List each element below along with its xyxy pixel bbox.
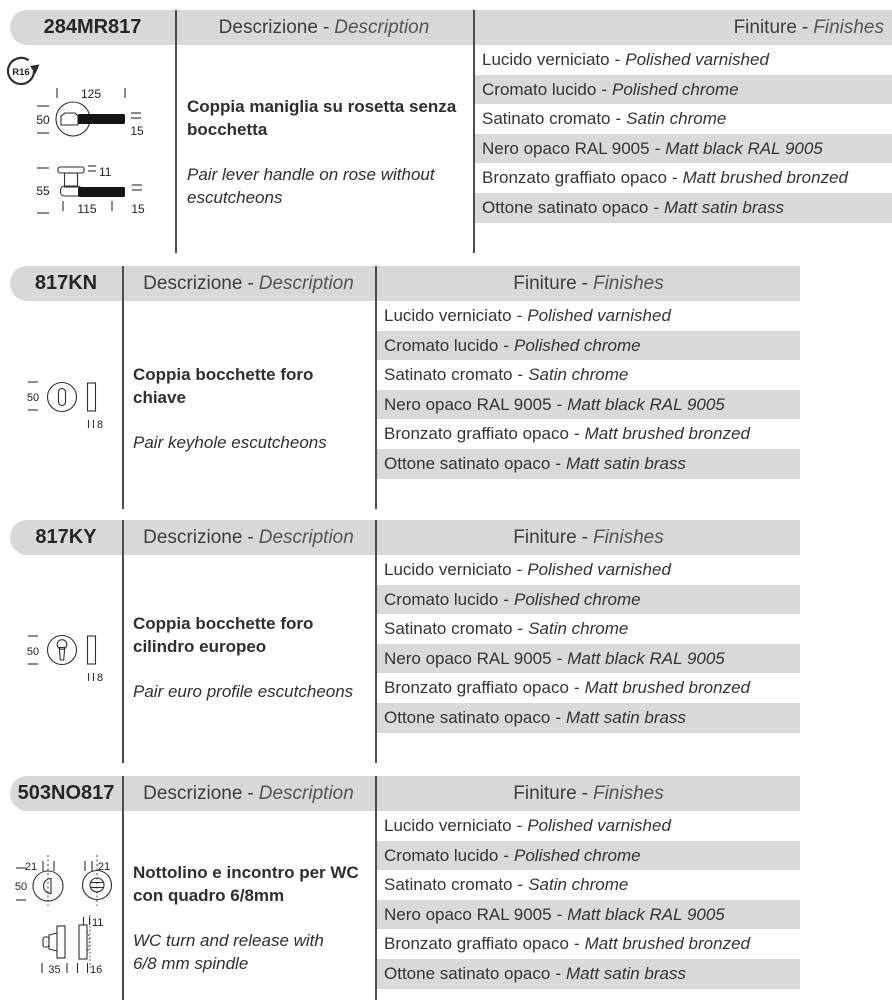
- dim-label: 50: [26, 646, 40, 658]
- dim-label: 21: [24, 861, 38, 873]
- product-description: Coppia maniglia su rosetta senza bocchetta Pair lever handle on rose without escutcheons: [187, 97, 457, 207]
- product-description: Coppia bocchette foro cilindro europeo Pair euro profile escutcheons: [133, 614, 354, 701]
- dim-label: 11: [99, 165, 112, 179]
- finish-row: Lucido verniciato - Polished varnished: [384, 560, 671, 579]
- arrowhead-icon: [30, 65, 40, 75]
- column-divider: [175, 10, 177, 253]
- column-divider: [122, 266, 124, 509]
- keyhole-escutcheon-drawing-icon: [2, 366, 117, 436]
- finishes-list: [377, 301, 800, 479]
- rose-outline: [48, 383, 77, 412]
- section-503NO817: [0, 776, 892, 1000]
- product-description: Nottolino e incontro per WC con quadro 6/8mm WC turn and release with 6/8 mm spindle: [133, 863, 359, 973]
- section-817KN: [0, 266, 892, 516]
- finishes-list: [377, 555, 800, 733]
- finishes-header: Finiture - Finishes: [513, 527, 664, 548]
- handle-neck: [61, 113, 78, 125]
- dim-label: 8: [97, 672, 104, 684]
- dim-label: 50: [14, 881, 28, 893]
- release-slot-circle: [90, 878, 104, 892]
- lever-bar-side: [78, 187, 125, 197]
- finishes-list: [377, 811, 800, 989]
- finish-row: Cromato lucido - Polished chrome: [377, 585, 800, 615]
- side-profile: [88, 636, 96, 664]
- rose-side: [58, 167, 84, 173]
- product-code: 817KY: [35, 526, 97, 548]
- finish-row: Lucido verniciato - Polished varnished: [384, 306, 671, 325]
- dim-label: 16: [90, 964, 103, 976]
- finish-row: Nero opaco RAL 9005 - Matt black RAL 9005: [377, 644, 800, 674]
- finish-row: Nero opaco RAL 9005 - Matt black RAL 9005: [475, 134, 892, 164]
- finishes-header: Finiture - Finishes: [513, 783, 664, 804]
- finish-row: Satinato cromato - Satin chrome: [384, 875, 629, 895]
- finish-row: Cromato lucido - Polished chrome: [475, 75, 892, 105]
- finish-row: Cromato lucido - Polished chrome: [377, 331, 800, 361]
- finish-row: Satinato cromato - Satin chrome: [482, 109, 727, 129]
- lever-handle-drawing-icon: [2, 55, 164, 230]
- dim-label: R16: [12, 67, 30, 78]
- section-284MR817: [0, 10, 892, 265]
- side-profile: [88, 383, 96, 411]
- turn-side-knob: [43, 937, 49, 947]
- dim-label: 8: [97, 419, 104, 431]
- dim-label: 50: [26, 392, 40, 404]
- dim-label: 50: [36, 113, 50, 127]
- dim-label: 35: [48, 964, 61, 976]
- finish-row: Satinato cromato - Satin chrome: [384, 619, 629, 639]
- finish-row: Ottone satinato opaco - Matt satin brass: [377, 449, 800, 479]
- neck-side: [65, 173, 78, 187]
- finish-row: Bronzato graffiato opaco - Matt brushed bronzed: [384, 934, 750, 954]
- product-description: Coppia bocchette foro chiave Pair keyhole escutcheons: [133, 365, 327, 452]
- turn-knob: [44, 879, 51, 894]
- finish-row: Nero opaco RAL 9005 - Matt black RAL 9005: [377, 900, 800, 930]
- finishes-list: [475, 45, 892, 223]
- dim-label: 15: [131, 202, 145, 216]
- description-header: Descrizione - Description: [218, 17, 430, 38]
- finish-row: Satinato cromato - Satin chrome: [384, 365, 629, 385]
- dim-label: 11: [92, 917, 104, 929]
- keyhole: [59, 389, 66, 406]
- finish-row: Bronzato graffiato opaco - Matt brushed bronzed: [384, 424, 750, 444]
- finish-row: Bronzato graffiato opaco - Matt brushed bronzed: [482, 168, 848, 188]
- turn-side-neck: [49, 933, 57, 951]
- dim-label: 15: [130, 124, 144, 138]
- finish-row: Cromato lucido - Polished chrome: [377, 841, 800, 871]
- release-side-plate: [79, 925, 87, 959]
- finish-row: Nero opaco RAL 9005 - Matt black RAL 9005: [377, 390, 800, 420]
- turn-side-plate: [57, 926, 65, 958]
- product-code: 503NO817: [17, 782, 115, 804]
- lever-bar: [78, 114, 125, 124]
- product-code: 817KN: [34, 272, 98, 294]
- finish-row: Lucido verniciato - Polished varnished: [384, 816, 671, 835]
- description-header: Descrizione - Description: [143, 783, 354, 804]
- section-817KY: [0, 520, 892, 770]
- description-header: Descrizione - Description: [143, 527, 354, 548]
- dim-label: 115: [77, 202, 97, 216]
- wc-turn-release-drawing-icon: [2, 851, 132, 986]
- column-divider: [122, 520, 124, 763]
- dim-label: 21: [97, 861, 111, 873]
- finish-row: Ottone satinato opaco - Matt satin brass: [377, 703, 800, 733]
- product-code: 284MR817: [43, 16, 142, 38]
- finishes-header: Finiture - Finishes: [733, 17, 884, 38]
- dim-label: 125: [80, 87, 102, 101]
- finishes-header: Finiture - Finishes: [513, 273, 664, 294]
- dim-label: 55: [36, 184, 50, 198]
- euro-profile-escutcheon-drawing-icon: [2, 620, 117, 690]
- finish-row: Ottone satinato opaco - Matt satin brass: [475, 193, 892, 223]
- finish-row: Bronzato graffiato opaco - Matt brushed bronzed: [384, 678, 750, 698]
- description-header: Descrizione - Description: [143, 273, 354, 294]
- finish-row: Lucido verniciato - Polished varnished: [482, 50, 769, 69]
- finish-row: Ottone satinato opaco - Matt satin brass: [377, 959, 800, 989]
